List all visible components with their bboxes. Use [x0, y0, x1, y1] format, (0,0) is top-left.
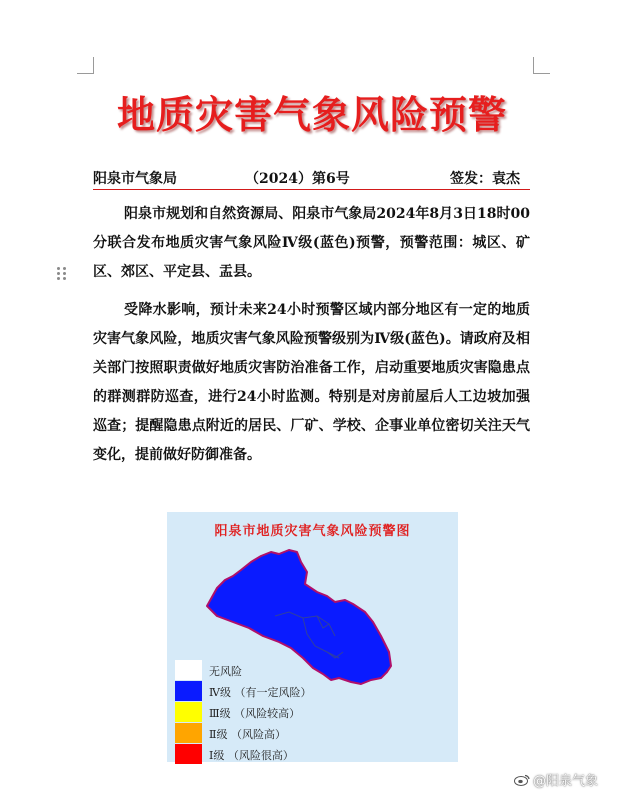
- legend-item: [175, 702, 375, 723]
- watermark-text: @阳泉气象: [533, 774, 599, 789]
- legend-label: Ⅱ级 （风险高）: [209, 728, 286, 741]
- legend-item: [175, 723, 375, 744]
- legend-item: [175, 681, 375, 702]
- legend-swatch: [175, 702, 202, 722]
- page-corner-mark-top-right: [533, 57, 550, 74]
- drag-handle-icon[interactable]: [57, 267, 67, 281]
- document-header: [93, 168, 530, 188]
- document-title: 地质灾害气象风险预警: [116, 92, 507, 137]
- map-legend: [175, 660, 375, 765]
- weibo-icon: [514, 774, 530, 786]
- signer: 签发：袁杰: [450, 171, 520, 187]
- legend-label: Ⅲ级 （风险较高）: [209, 707, 301, 720]
- legend-label: Ⅳ级 （有一定风险）: [209, 686, 312, 699]
- legend-swatch: [175, 744, 202, 764]
- header-divider: [93, 189, 530, 190]
- warning-map: [167, 512, 458, 762]
- issue-number: （2024）第6号: [245, 171, 350, 187]
- map-title: 阳泉市地质灾害气象风险预警图: [214, 524, 411, 539]
- legend-label: Ⅰ级 （风险很高）: [209, 749, 294, 762]
- body-paragraph-1: 阳泉市规划和自然资源局、阳泉市气象局2024年8月3日18时00分联合发布地质灾害气象风险Ⅳ级(蓝色)预警，预警范围：城区、矿区、郊区、平定县、盂县。: [93, 206, 530, 280]
- legend-swatch: [175, 681, 202, 701]
- issuer: 阳泉市气象局: [93, 171, 177, 187]
- page-corner-mark-top-left: [77, 57, 94, 74]
- legend-item: [175, 660, 375, 681]
- legend-item: [175, 744, 375, 765]
- legend-swatch: [175, 723, 202, 743]
- legend-swatch: [175, 660, 202, 680]
- legend-label: 无风险: [209, 665, 242, 678]
- body-paragraph-2: 受降水影响，预计未来24小时预警区域内部分地区有一定的地质灾害气象风险，地质灾害气象风险预警级别为Ⅳ级(蓝色)。请政府及相关部门按照职责做好地质灾害防治准备工作，启动重要地质灾害隐患点的群测群防巡查，进行24小时监测。特别是对房前屋后人工边坡加强巡查；提醒隐患点附近的居民、厂矿、学校、企事业单位密切关注天气变化，提前做好防御准备。: [93, 302, 530, 463]
- watermark: [514, 770, 598, 789]
